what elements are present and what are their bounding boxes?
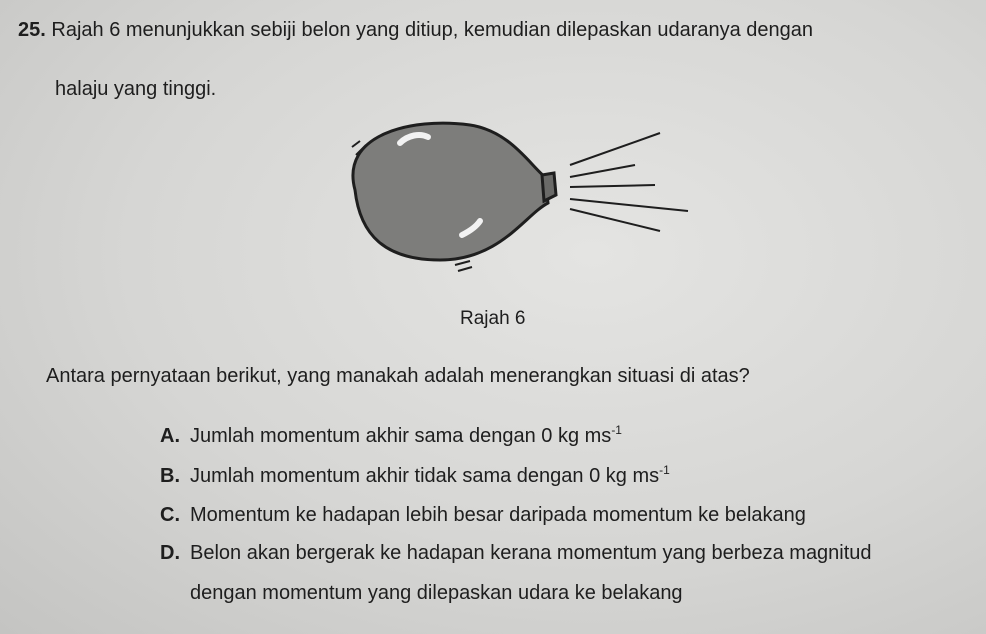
question-prompt: Antara pernyataan berikut, yang manakah adalah menerangkan situasi di atas? xyxy=(46,365,750,387)
option-a[interactable] xyxy=(160,425,622,448)
option-superscript: -1 xyxy=(659,463,670,477)
option-superscript: -1 xyxy=(611,423,622,437)
option-text: Jumlah momentum akhir tidak sama dengan 0 kg ms xyxy=(190,465,660,487)
option-c[interactable] xyxy=(160,504,806,527)
figure-caption: Rajah 6 xyxy=(460,308,526,329)
option-text: Momentum ke hadapan lebih besar daripada momentum ke belakang xyxy=(190,504,806,526)
option-letter: C. xyxy=(160,504,180,526)
air-line xyxy=(570,209,660,231)
question-stem xyxy=(18,20,813,40)
option-d[interactable] xyxy=(160,542,872,565)
air-line xyxy=(570,133,660,165)
air-line xyxy=(570,185,655,187)
question-stem-line1: Rajah 6 menunjukkan sebiji belon yang ditiup, kemudian dilepaskan udaranya dengan xyxy=(51,19,814,41)
option-text: Belon akan bergerak ke hadapan kerana momentum yang berbeza magnitud xyxy=(190,542,872,564)
air-line xyxy=(570,199,688,211)
balloon-neck xyxy=(542,173,556,201)
question-number: 25. xyxy=(18,19,46,41)
option-b[interactable] xyxy=(160,465,670,488)
option-letter: D. xyxy=(160,542,180,564)
balloon-body xyxy=(353,123,548,260)
question-stem-line2: halaju yang tinggi. xyxy=(55,78,217,100)
air-line xyxy=(570,165,635,177)
option-text: Jumlah momentum akhir sama dengan 0 kg ms xyxy=(190,425,612,447)
option-letter: B. xyxy=(160,465,180,487)
balloon-mark-bottom xyxy=(455,261,472,271)
balloon-figure xyxy=(330,95,710,285)
option-d-line2: dengan momentum yang dilepaskan udara ke belakang xyxy=(190,582,683,604)
option-letter: A. xyxy=(160,425,180,447)
